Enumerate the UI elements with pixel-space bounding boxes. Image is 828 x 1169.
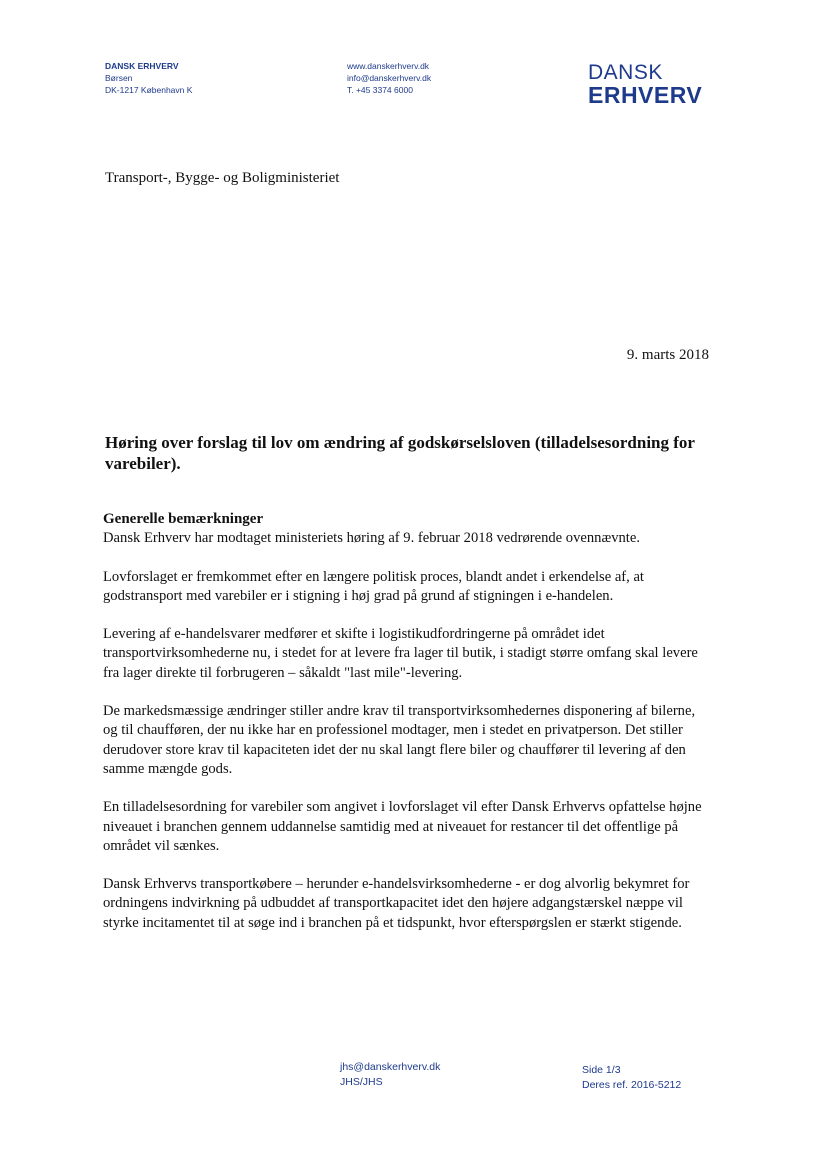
paragraph: Dansk Erhverv har modtaget ministeriets høring af 9. februar 2018 vedrørende ovennævnte. (103, 530, 640, 547)
section-heading: Generelle bemærkninger (103, 511, 264, 527)
footer-email: jhs@danskerhverv.dk (340, 1061, 441, 1073)
reference-number: Deres ref. 2016-5212 (582, 1079, 682, 1091)
letter-title: Høring over forslag til lov om ændring af godskørselsloven (tilladelsesordning for varebiler). (105, 433, 695, 473)
logo-line1: DANSK (588, 61, 663, 84)
sender-phone: T. +45 3374 6000 (347, 85, 413, 95)
paragraph: En tilladelsesordning for varebiler som angivet i lovforslaget vil efter Dansk Erhvervs opfattelse højne niveauet i branchen gennem uddannelse samtidig med at niveauet for restancer til det offentlige på området vil sænkes. (103, 799, 702, 854)
sender-email: info@danskerhverv.dk (347, 73, 432, 83)
paragraph: De markedsmæssige ændringer stiller andre krav til transportvirksomhedernes disponering af bilerne, og til chaufføren, der nu ikke har en professionel modtager, men i stedet en privatperson. Det stiller derudover store krav til kapaciteten idet der nu skal langt flere biler og chauffører til levering af den samme mængde gods. (103, 703, 696, 777)
logo-line2: ERHVERV (588, 82, 703, 108)
sender-address (105, 60, 192, 96)
sender-address-line1: Børsen (105, 73, 133, 83)
letter-body (103, 510, 708, 952)
footer-initials: JHS/JHS (340, 1076, 383, 1088)
dansk-erhverv-logo (588, 63, 702, 107)
sender-address-line2: DK-1217 København K (105, 85, 193, 95)
sender-contact (347, 60, 431, 96)
footer-contact (340, 1060, 440, 1090)
recipient: Transport-, Bygge- og Boligministeriet (105, 170, 340, 186)
footer-reference (582, 1063, 681, 1093)
sender-website: www.danskerhverv.dk (347, 61, 430, 71)
sender-org-name: DANSK ERHVERV (105, 61, 179, 71)
paragraph: Levering af e-handelsvarer medfører et skifte i logistikudfordringerne på området idet transportvirksomhederne nu, i stedet for at levere fra lager til butik, i stadigt større omfang skal levere fra lager direkte til forbrugeren – såkaldt "last mile"-levering. (103, 626, 698, 681)
letter-date: 9. marts 2018 (626, 347, 709, 363)
paragraph: Dansk Erhvervs transportkøbere – herunder e-handelsvirksomhederne - er dog alvorlig bekymret for ordningens indvirkning på udbuddet af transportkapacitet idet den højere adgangstærskel næppe vil styrke incitamentet til at søge ind i branchen på et tidspunkt, hvor efterspørgslen er stærkt stigende. (103, 876, 690, 931)
page-number: Side 1/3 (582, 1064, 621, 1076)
paragraph: Lovforslaget er fremkommet efter en længere politisk proces, blandt andet i erkendelse af, at godstransport med varebiler er i stigning i høj grad på grund af stigningen i e-handelen. (103, 568, 644, 604)
